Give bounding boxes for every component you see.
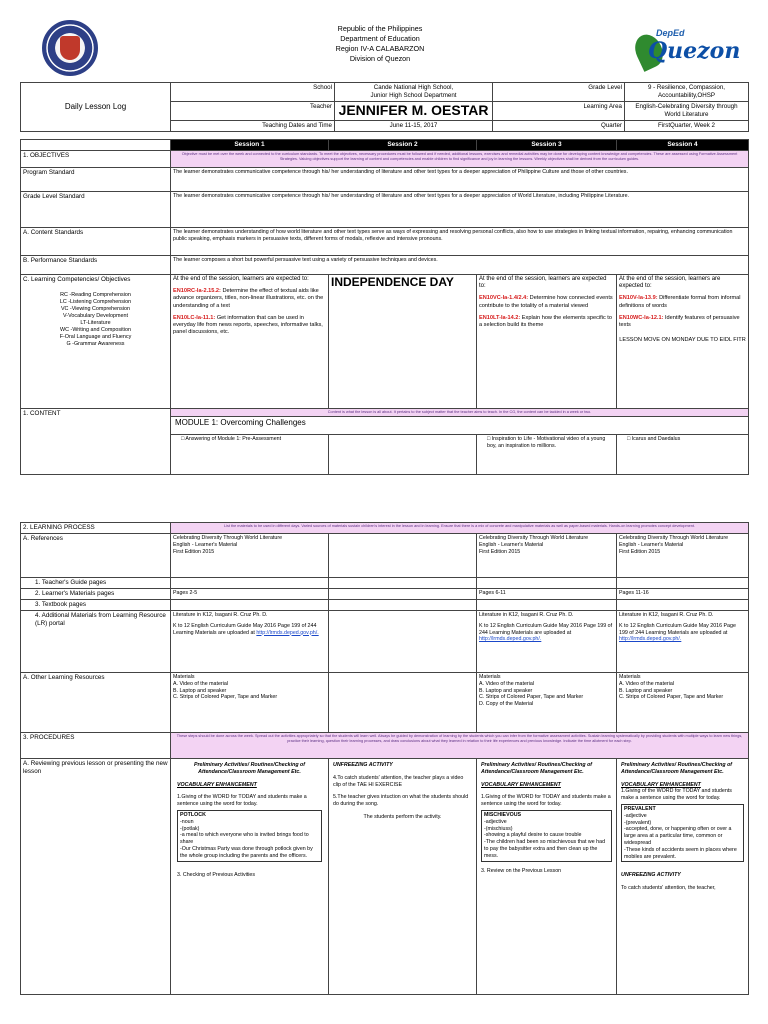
session-4-materials: Materials A. Video of the material B. Laptop and speaker C. Strips of Colored Paper, Tape and Marker	[617, 673, 749, 733]
program-standard-text: The learner demonstrates communicative competence through his/ her understanding of literature and other text types for a deeper appreciation of Philippine Culture and those of other countries.	[171, 168, 749, 192]
program-standard-label: Program Standard	[21, 168, 171, 192]
learners-materials-label: 2. Learner's Materials pages	[21, 589, 171, 600]
session-1-additional: Literature in K12, Isagani R. Cruz Ph. D. K to 12 English Curriculum Guide May 2016 Page 199 of 244 Learning Materials are uploaded at http://lrmds.deped.gov.ph/.	[171, 611, 329, 673]
objectives-label: 1. OBJECTIVES	[21, 151, 171, 168]
header-line-2: Department of Education	[340, 34, 420, 43]
competency-legend: RC -Reading Comprehension LC -Listening Comprehension VC -Viewing Comprehension V-Vocabulary Development LT-Literature WC -Writing and Composition F-Oral Language and Fluency G -Grammar Awareness	[59, 292, 132, 347]
independence-day-label: INDEPENDENCE DAY	[331, 275, 454, 289]
session-4-lm-pages: Pages 11-16	[617, 589, 749, 600]
content-label: 1. CONTENT	[21, 409, 171, 475]
learning-area-label: Learning Area	[493, 102, 625, 121]
grade-level-value: 9 - Resilience, Compassion, Accountability,OHSP	[625, 83, 749, 102]
quarter-value: FirstQuarter, Week 2	[625, 121, 749, 132]
lesson-log-page-1	[20, 0, 748, 500]
objectives-table	[20, 139, 749, 475]
session-1-lm-pages: Pages 2-5	[171, 589, 329, 600]
session-1-references: Celebrating Diversity Through World Literature English - Learner's Material First Edition 2015	[171, 534, 329, 578]
dates-label: Teaching Dates and Time	[171, 121, 335, 132]
session-4-references: Celebrating Diversity Through World Literature English - Learner's Material First Edition 2015	[617, 534, 749, 578]
lrmds-link[interactable]: http://lrmds.deped.gov.ph/.	[256, 629, 319, 636]
session-3-materials: Materials A. Video of the material B. Laptop and speaker C. Strips of Colored Paper, Tape and Marker D. Copy of the Material	[477, 673, 617, 733]
document-header	[20, 0, 748, 82]
session-3-lm-pages: Pages 6-11	[477, 589, 617, 600]
session-3-content: □ Inspiration to Life - Motivational video of a young boy, an inspiration to millions.	[477, 435, 617, 475]
learning-process-table	[20, 522, 749, 995]
grade-level-standard-text: The learner demonstrates communicative competence through his/ her understanding of literature and other text types for a deeper appreciation of World Literature, including Philippine Literature.	[171, 192, 749, 228]
header-text	[250, 24, 510, 64]
performance-standards-label: B. Performance Standards	[21, 256, 171, 275]
teacher-label: Teacher	[171, 102, 335, 121]
content-note: Content is what the lesson is all about. It pertains to the subject matter that the teacher aims to teach. In the CG, the content can be tackled in a week or two.	[171, 409, 749, 417]
reviewing-label: A. Reviewing previous lesson or presenting the new lesson	[21, 759, 171, 995]
deped-quezon-logo-icon: DepEd Quezon	[632, 26, 728, 74]
school-value: Cande National High School, Junior High School Department	[335, 83, 493, 102]
potlock-word-box: POTLOCK -noun -(potlak) -a meal to which everyone who is invited brings food to share -Our Christmas Party was done through potlock given by the whole group including the parents and the officers.	[177, 810, 322, 862]
page-separator	[0, 500, 768, 518]
teacher-name: JENNIFER M. OESTAR	[335, 102, 493, 121]
session-2-content	[329, 435, 477, 475]
textbook-pages-label: 3. Textbook pages	[21, 600, 171, 611]
header-line-3: Region IV-A CALABARZON	[335, 44, 425, 53]
session-3-additional: Literature in K12, Isagani R. Cruz Ph. D. K to 12 English Curriculum Guide May 2016 Page 199 of 244 Learning Materials are uploaded at http://lrmds.deped.gov.ph/.	[477, 611, 617, 673]
deped-seal-icon	[42, 20, 98, 76]
module-title: MODULE 1: Overcoming Challenges	[171, 417, 749, 435]
session-4-additional: Literature in K12, Isagani R. Cruz Ph. D. K to 12 English Curriculum Guide May 2016 Page 199 of 244 Learning Materials are uploaded at http://lrmds.deped.gov.ph/.	[617, 611, 749, 673]
info-table	[20, 82, 749, 132]
session-2-review: UNFREEZING ACTIVITY 4.To catch students' attention, the teacher plays a video clip of the TAE HI EXERCISE 5.The teacher gives intuction on what the students should do during the song. The students perform the activity.	[329, 759, 477, 995]
learning-area-value: English-Celebrating Diversity through World Literature	[625, 102, 749, 121]
daily-lesson-log-title: Daily Lesson Log	[21, 83, 171, 132]
procedures-label: 3. PROCEDURES	[21, 733, 171, 759]
header-line-4: Division of Quezon	[349, 54, 411, 63]
header-line-1: Republic of the Philippines	[337, 24, 423, 33]
grade-level-label: Grade Level	[493, 83, 625, 102]
references-label: A. References	[21, 534, 171, 578]
learning-process-label: 2. LEARNING PROCESS	[21, 523, 171, 534]
session-2-competencies	[329, 275, 477, 409]
dates-value: June 11-15, 2017	[335, 121, 493, 132]
other-resources-label: A. Other Learning Resources	[21, 673, 171, 733]
session-4-header: Session 4	[617, 140, 749, 151]
lrmds-link[interactable]: http://lrmds.deped.gov.ph/.	[619, 636, 682, 643]
session-2-header: Session 2	[329, 140, 477, 151]
grade-level-standard-label: Grade Level Standard	[21, 192, 171, 228]
lrmds-link[interactable]: http://lrmds.deped.gov.ph/.	[479, 636, 542, 643]
session-3-references: Celebrating Diversity Through World Literature English - Learner's Material First Edition 2015	[477, 534, 617, 578]
school-label: School	[171, 83, 335, 102]
session-4-review: Preliminary Activities/ Routines/Checking of Attendance/Classroom Management Etc. VOCABULARY ENHANCEMENT 1.Giving of the WORD for TODAY and students make a sentence using the word for today. PREVALENT -adjective -(prevalent) -accepted, done, or happening often or over a large area at a particular time, common or widespread -These kinds of accidents seem in places where mobiles are prevalent. UNFREEZING ACTIVITY To catch students' attention, the teacher,	[617, 759, 749, 995]
additional-materials-label: 4. Additional Materials from Learning Resource (LR) portal	[21, 611, 171, 673]
competencies-label: C. Learning Competencies/ Objectives RC -Reading Comprehension LC -Listening Comprehension VC -Viewing Comprehension V-Vocabulary Development LT-Literature WC -Writing and Composition F-Oral Language and Fluency G -Grammar Awareness	[21, 275, 171, 409]
prevalent-word-box: PREVALENT -adjective -(prevalent) -accepted, done, or happening often or over a large area at a particular time, common or widespread -These kinds of accidents seem in places where mobiles are prevalent.	[621, 804, 744, 862]
session-3-review: Preliminary Activities/ Routines/Checking of Attendance/Classroom Management Etc. VOCABULARY ENHANCEMENT 1.Giving of the WORD for TODAY and students make a sentence using the word for today. MISCHIEVOUS -adjective -(mischiuss) -showing a playful desire to cause trouble -The children had been so mischievous that we had to pay the babysitter extra and then clean up the mess. 3. Review on the Previous Lesson	[477, 759, 617, 995]
content-standards-text: The learner demonstrates understanding of how world literature and other text types serve as ways of expressing and resolving personal conflicts, also how to use strategies in linking textual information, repairing, enhancing communication public speaking, emphasis markers in persuasive texts, different forms of modals, reflexive and intensive pronouns.	[171, 228, 749, 256]
lesson-log-page-2	[20, 518, 748, 1024]
performance-standards-text: The learner composes a short but powerful persuasive text using a variety of persuasive techniques and devices.	[171, 256, 749, 275]
mischievous-word-box: MISCHIEVOUS -adjective -(mischiuss) -showing a playful desire to cause trouble -The children had been so mischievous that we had to pay the babysitter extra and then clean up the mess.	[481, 810, 612, 862]
teachers-guide-label: 1. Teacher's Guide pages	[21, 578, 171, 589]
objectives-note: Objective must be met over the week and connected to the curriculum standards. To meet the objectives, necessary procedures must be followed and if needed, additional lessons, exercises and remedial activities may be done for developing content knowledge and competencies. These are assessed using Formative Assessment Strategies. Valuing objectives support the learning of content and competencies and enable children to find significance and joy in learning the lessons. Weekly objectives shall be derived from the curriculum guides.	[171, 151, 749, 168]
procedures-note: These steps should be done across the week. Spread out the activities appropriately so that the students will learn well. Always be guided by demonstration of learning by the students which you can infer from the formative assessment activities. Sustain learning systematically by providing students with multiple ways to learn new things, practice their learning, question their learning processes, and draw conclusions about what they learned in relation to their life experiences and previous knowledge. Indicate the time allotment for each step.	[171, 733, 749, 759]
session-4-competencies: At the end of the session, learners are expected to: EN10V-Ia-13.9: Differentiate formal from informal definitions of words EN10WC-Ia-12.1: Identify features of persuasive texts LESSON MOVE ON MONDAY DUE TO EIDL FITR	[617, 275, 749, 409]
session-1-content: □ Answering of Module 1: Pre-Assessment	[171, 435, 329, 475]
session-1-competencies: At the end of the session, learners are expected to: EN10RC-Ia-2.15.2: Determine the effect of textual aids like advance organizers, titles, non-linear illustrations, etc. on the understanding of a text EN10LC-Ia-11.1: Get information that can be used in everyday life from news reports, speeches, informative talks, panel discussions, etc.	[171, 275, 329, 409]
content-standards-label: A. Content Standards	[21, 228, 171, 256]
session-1-materials: Materials A. Video of the material B. Laptop and speaker C. Strips of Colored Paper, Tape and Marker	[171, 673, 329, 733]
session-3-competencies: At the end of the session, learners are expected to: EN10VC-Ia-1.4/2.4: Determine how connected events contribute to the totality of a material viewed EN10LT-Ia-14.2: Explain how the elements specific to a selection build its theme	[477, 275, 617, 409]
quarter-label: Quarter	[493, 121, 625, 132]
session-1-header: Session 1	[171, 140, 329, 151]
session-4-content: □ Icarus and Daedalus	[617, 435, 749, 475]
session-1-review: Preliminary Activities/ Routines/Checking of Attendance/Classroom Management Etc. VOCABULARY ENHANCEMENT 1.Giving of the WORD for TODAY and students make a sentence using the word for today. POTLOCK -noun -(potlak) -a meal to which everyone who is invited brings food to share -Our Christmas Party was done through potlock given by the whole group including the parents and the officers. 3. Checking of Previous Activities	[171, 759, 329, 995]
learning-process-note: List the materials to be used in different days. Varied sources of materials sustain children's interest in the lesson and in learning. Ensure that there is a mix of concrete and manipulative materials as well as paper-based materials. Hands-on learning promotes concept development.	[171, 523, 749, 534]
session-3-header: Session 3	[477, 140, 617, 151]
